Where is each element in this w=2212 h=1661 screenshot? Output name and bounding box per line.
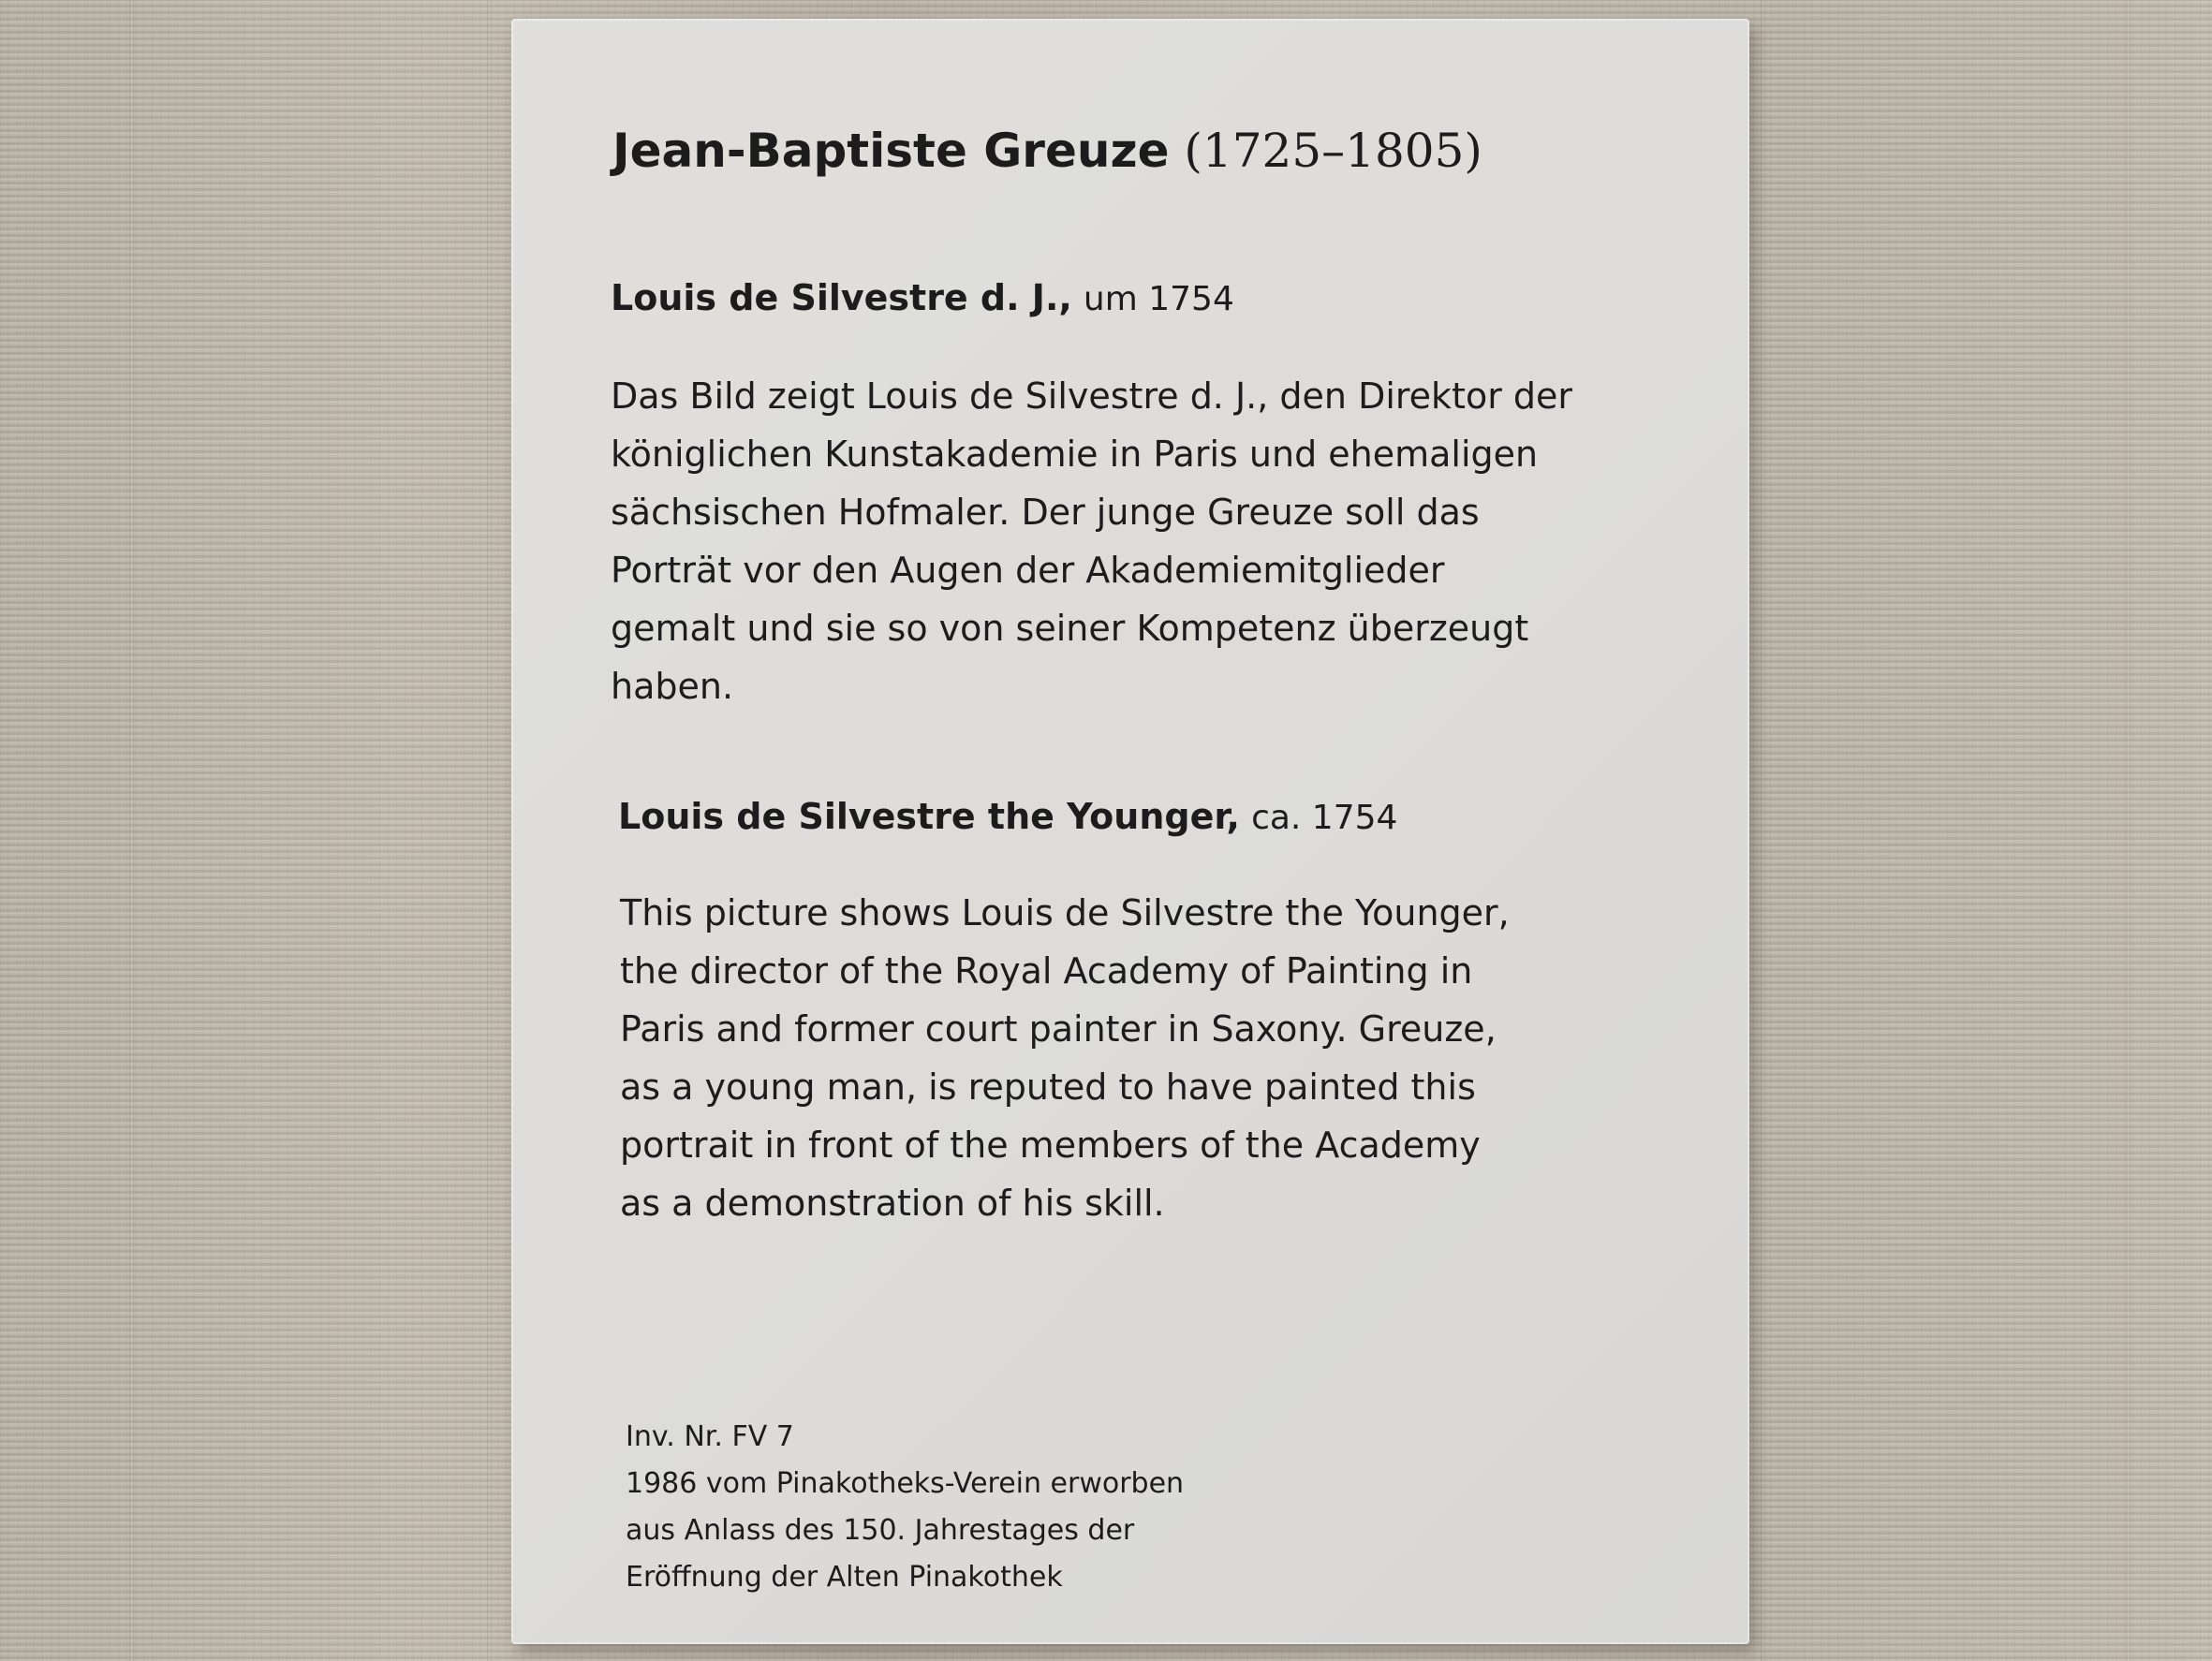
artist-name: Jean-Baptiste Greuze	[612, 124, 1170, 178]
english-description-line: This picture shows Louis de Silvestre the Younger,	[620, 892, 1510, 933]
english-description-line: as a demonstration of his skill.	[620, 1183, 1165, 1224]
german-title-text: Louis de Silvestre d. J.,	[611, 277, 1072, 318]
english-artwork-title	[618, 796, 1397, 837]
german-date-text: um 1754	[1083, 280, 1234, 318]
english-description-line: as a young man, is reputed to have painted this	[620, 1066, 1476, 1108]
english-description-line: Paris and former court painter in Saxony. Greuze,	[620, 1008, 1497, 1050]
credit-line: 1986 vom Pinakotheks-Verein erworben	[626, 1467, 1185, 1500]
wall-seam	[487, 0, 492, 1661]
english-description-line: portrait in front of the members of the Academy	[620, 1124, 1481, 1166]
english-description	[620, 884, 1510, 1232]
german-description-line: haben.	[611, 666, 734, 707]
german-description	[611, 367, 1572, 715]
english-date-text: ca. 1754	[1251, 799, 1398, 837]
artist-dates: (1725–1805)	[1184, 124, 1482, 178]
wall-seam	[129, 0, 134, 1661]
german-description-line: sächsischen Hofmaler. Der junge Greuze soll das	[611, 492, 1480, 533]
acquisition-credit	[626, 1414, 1184, 1601]
museum-label-placard	[511, 19, 1749, 1644]
german-description-line: königlichen Kunstakademie in Paris und ehemaligen	[611, 434, 1539, 475]
wall-seam	[2126, 0, 2131, 1661]
artist-heading	[612, 124, 1482, 178]
german-description-line: gemalt und sie so von seiner Kompetenz überzeugt	[611, 608, 1529, 649]
wall-seam	[1761, 0, 1765, 1661]
credit-line: aus Anlass des 150. Jahrestages der	[626, 1514, 1135, 1547]
credit-line: Inv. Nr. FV 7	[626, 1420, 794, 1453]
english-description-line: the director of the Royal Academy of Painting in	[620, 950, 1473, 992]
german-description-line: Das Bild zeigt Louis de Silvestre d. J., den Direktor der	[611, 375, 1573, 417]
english-title-text: Louis de Silvestre the Younger,	[618, 796, 1240, 837]
german-artwork-title	[611, 277, 1234, 318]
credit-line: Eröffnung der Alten Pinakothek	[626, 1561, 1063, 1594]
german-description-line: Porträt vor den Augen der Akademiemitglieder	[611, 550, 1445, 591]
